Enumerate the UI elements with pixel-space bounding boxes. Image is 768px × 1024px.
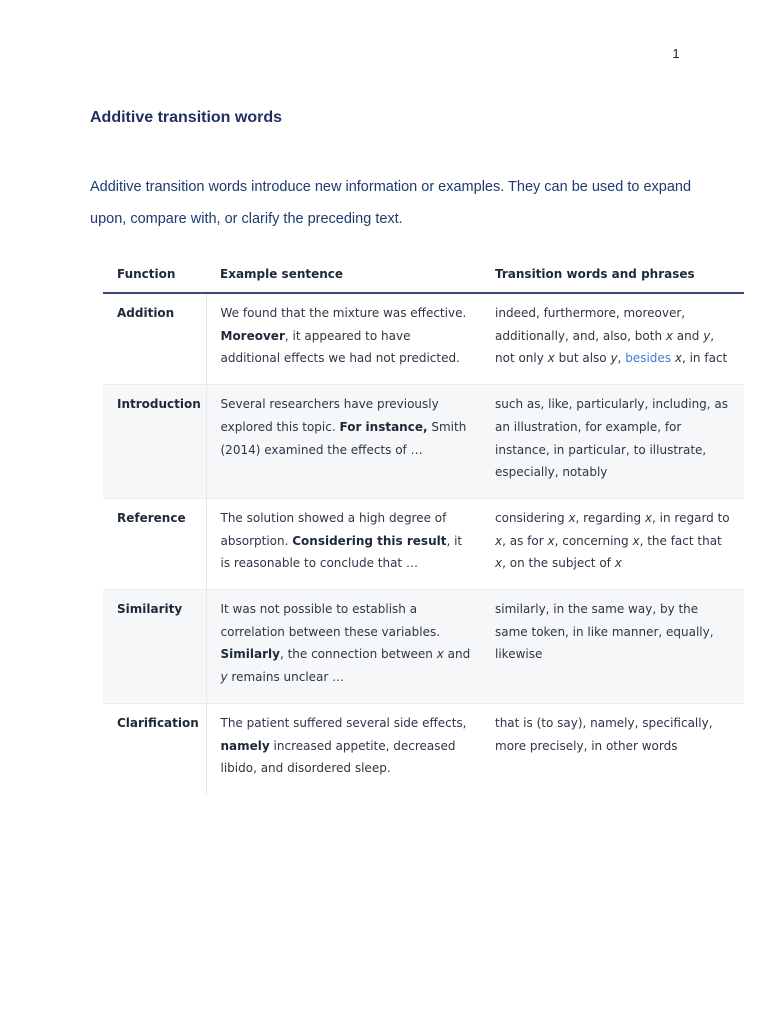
- function-cell: Reference: [103, 498, 206, 589]
- text-segment: We found that the mixture was effective.: [220, 306, 467, 320]
- variable-placeholder: y: [703, 328, 711, 343]
- text-segment: but also: [554, 351, 611, 366]
- section-heading: Additive transition words: [90, 109, 283, 126]
- variable-placeholder: y: [220, 670, 228, 685]
- function-cell: Similarity: [103, 590, 206, 704]
- text-segment: , not only: [495, 328, 715, 366]
- example-sentence-cell: [206, 498, 481, 589]
- variable-placeholder: x: [632, 533, 640, 548]
- function-cell: Introduction: [103, 385, 206, 499]
- page-number: 1: [672, 46, 680, 61]
- bold-transition-word: namely: [220, 738, 270, 753]
- text-segment: , in fact: [681, 351, 728, 366]
- variable-placeholder: y: [610, 351, 618, 366]
- text-segment: that is (to say), namely, specifically, more precisely, in other words: [495, 715, 713, 753]
- header-function: Function: [103, 258, 206, 293]
- text-segment: , on the subject of: [502, 556, 615, 571]
- text-segment: , the fact that: [639, 533, 722, 548]
- variable-placeholder: x: [547, 533, 555, 548]
- text-segment: Several researchers have previously explored this topic.: [220, 397, 439, 434]
- text-segment: considering: [495, 510, 569, 525]
- text-segment: The patient suffered several side effects,: [220, 715, 467, 730]
- header-transition-words: Transition words and phrases: [481, 258, 744, 293]
- bold-transition-word: For instance,: [339, 419, 428, 434]
- transition-words-cell: [481, 498, 744, 589]
- function-cell: Clarification: [103, 703, 206, 794]
- table-row: [103, 385, 744, 499]
- text-segment: and: [443, 647, 471, 662]
- text-segment: , regarding: [575, 510, 645, 525]
- text-segment: and: [672, 328, 704, 343]
- text-segment: Smith (2014) examined the effects of …: [220, 419, 467, 457]
- text-segment: It was not possible to establish a correlation between these variables.: [220, 602, 441, 639]
- text-segment: , it appeared to have additional effects we had not predicted.: [220, 328, 460, 366]
- table-row: [103, 590, 744, 704]
- header-example-sentence: Example sentence: [206, 258, 481, 293]
- text-segment: ,: [617, 351, 626, 366]
- table-row: [103, 498, 744, 589]
- table-row: [103, 703, 744, 794]
- text-segment: , in regard to: [652, 510, 730, 525]
- variable-placeholder: x: [614, 556, 622, 571]
- transition-table: [103, 258, 744, 794]
- table-row: [103, 293, 744, 385]
- table-header-row: [103, 258, 744, 293]
- variable-placeholder: x: [495, 556, 503, 571]
- transition-words-cell: [481, 385, 744, 499]
- function-cell: Addition: [117, 306, 175, 320]
- transition-words-cell: [481, 293, 744, 385]
- transition-words-cell: [481, 590, 744, 704]
- text-segment: , as for: [502, 533, 548, 548]
- transition-table-container: [103, 258, 744, 794]
- bold-transition-word: Moreover: [220, 328, 285, 343]
- text-segment: increased appetite, decreased libido, and disordered sleep.: [220, 738, 456, 776]
- bold-transition-word: Similarly: [220, 647, 280, 662]
- example-sentence-cell: [206, 385, 481, 499]
- text-segment: The solution showed a high degree of absorption.: [220, 510, 447, 548]
- variable-placeholder: x: [547, 351, 555, 366]
- table-body: [103, 293, 744, 794]
- variable-placeholder: x: [436, 647, 444, 662]
- variable-placeholder: x: [568, 510, 576, 525]
- text-segment: , concerning: [554, 533, 633, 548]
- text-segment: indeed, furthermore, moreover, additionally, and, also, both: [495, 306, 686, 343]
- variable-placeholder: x: [644, 510, 653, 525]
- bold-transition-word: Considering this result: [292, 533, 447, 548]
- variable-placeholder: x: [665, 328, 673, 343]
- variable-placeholder: x: [495, 533, 503, 548]
- text-segment: remains unclear …: [227, 670, 345, 685]
- example-sentence-cell: [206, 703, 481, 794]
- transition-words-cell: [481, 703, 744, 794]
- intro-paragraph: Additive transition words introduce new information or examples. They can be used to expand upon, compare with, or clarify the preceding text.: [90, 179, 692, 227]
- example-sentence-cell: [206, 293, 481, 385]
- text-segment: similarly, in the same way, by the same token, in like manner, equally, likewise: [495, 602, 714, 662]
- variable-placeholder: x: [674, 351, 682, 366]
- text-segment: such as, like, particularly, including, as an illustration, for example, for instance, in particular, to illustrate, especially, notably: [495, 397, 729, 480]
- transition-word-link[interactable]: besides: [625, 351, 672, 366]
- text-segment: , the connection between: [279, 647, 437, 662]
- example-sentence-cell: [206, 590, 481, 704]
- text-segment: , it is reasonable to conclude that …: [220, 533, 463, 571]
